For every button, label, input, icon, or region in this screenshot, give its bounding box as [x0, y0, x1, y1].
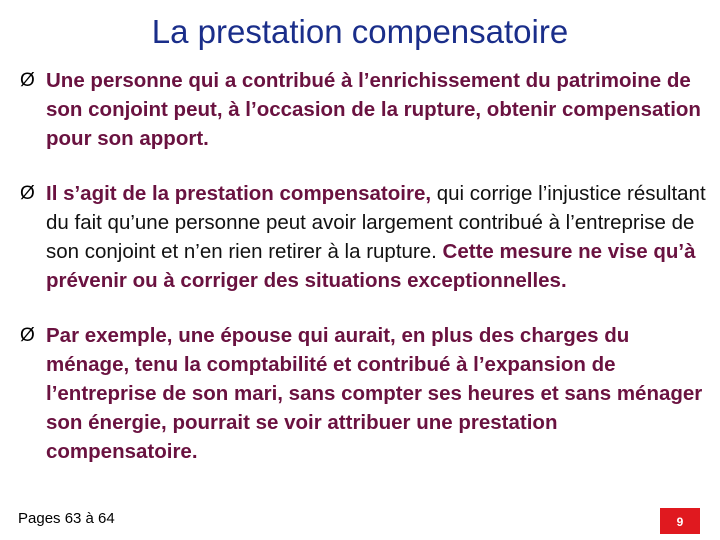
bullet-1-segment-1: Une personne qui a contribué à l’enrichissement du patrimoine de son conjoint peut, à l’occasion de la rupture, obtenir compensation pour son apport.	[46, 69, 701, 150]
bullet-text-2	[46, 179, 710, 295]
page-number-badge: 9	[660, 508, 700, 534]
bullet-text-1	[46, 66, 710, 153]
bullet-list	[20, 66, 710, 492]
bullet-2-segment-3: Cette mesure ne vise qu’à prévenir ou à corriger des situations exceptionnelles.	[46, 240, 696, 292]
arrow-bullet-icon: Ø	[20, 183, 35, 204]
slide-title: La prestation compensatoire	[151, 13, 569, 50]
bullet-item-1	[20, 66, 710, 153]
page-reference: Pages 63 à 64	[18, 510, 115, 527]
bullet-2-segment-2: qui corrige l’injustice résultant du fait qu’une personne peut avoir largement contribué à l’entreprise de son conjoint et n’en rien retirer à la rupture.	[46, 182, 706, 263]
arrow-bullet-icon: Ø	[20, 325, 35, 346]
arrow-bullet-icon: Ø	[20, 70, 35, 91]
bullet-text-3	[46, 321, 710, 466]
bullet-2-segment-1: Il s’agit de la prestation compensatoire,	[46, 182, 437, 205]
bullet-3-segment-1: Par exemple, une épouse qui aurait, en plus des charges du ménage, tenu la comptabilité et contribué à l’expansion de l’entreprise de son mari, sans compter ses heures et sans ménager son énergie, pourrait se voir attribuer une prestation compensatoire.	[46, 324, 703, 463]
bullet-item-2	[20, 179, 710, 295]
bullet-item-3	[20, 321, 710, 466]
